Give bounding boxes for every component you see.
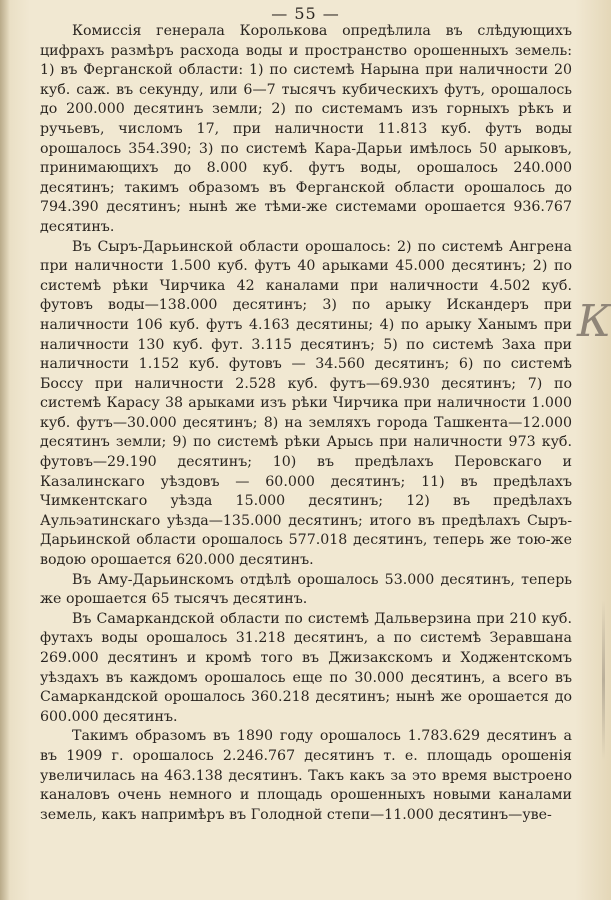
paragraph-syr-darya: Въ Сыръ-Дарьинской области орошалось: 2) по системѣ Ангрена при наличности 1.500 куб. футъ 40 арыками 45.000 десятинъ; 2) по системѣ рѣки Чирчика 42 каналами при наличности 4.502 куб. футовъ воды—138.000 десятинъ; 3) по арыку Искандеръ при наличности 106 куб. футъ 4.163 десятины; 4) по арыку Ханымъ при наличности 130 куб. фут. 3.115 десятинъ; 5) по системѣ Заха при наличности 1.152 куб. футовъ — 34.560 десятинъ; 6) по системѣ Боссу при наличности 2.528 куб. футъ—69.930 десятинъ; 7) по системѣ Карасу 38 арыками изъ рѣки Чирчика при наличности 1.000 куб. футъ—30.000 десятинъ; 8) на земляхъ города Ташкента—12.000 десятинъ земли; 9) по системѣ рѣки Арысь при наличности 973 куб. футовъ—29.190 десятинъ; 10) въ предѣлахъ Перовскаго и Казалинскаго уѣздовъ — 60.000 десятинъ; 11) въ предѣлахъ Чимкентскаго уѣзда 15.000 десятинъ; 12) въ предѣлахъ Аульэатинскаго уѣзда—135.000 десятинъ; итого въ предѣлахъ Сыръ-Дарьинской области орошалось 577.018 десятинъ, теперь же тою-же водою орошается 620.000 десятинъ. xyxy=(40,238,572,569)
paragraph-samarkand: Въ Самаркандской области по системѣ Дальверзина при 210 куб. футахъ воды орошалось 31.218 десятинъ, а по системѣ Зеравшана 269.000 десятинъ и кромѣ того въ Джизакскомъ и Ходжентскомъ уѣздахъ въ каждомъ орошалось еще по 30.000 десятинъ, а всего въ Самаркандской орошалось 360.218 десятинъ; нынѣ же орошается до 600.000 десятинъ. xyxy=(40,610,572,725)
paragraph-summary: Такимъ образомъ въ 1890 году орошалось 1.783.629 десятинъ а въ 1909 г. орошалось 2.246.767 десятинъ т. е. площадь орошенія увеличилась на 463.138 десятинъ. Такъ какъ за это время выстроено каналовъ очень немного и площадь орошенныхъ новыми каналами земель, какъ напримѣръ въ Голодной степи—11.000 десятинъ—уве- xyxy=(40,728,572,823)
paragraph-amu-darya: Въ Аму-Дарьинскомъ отдѣлѣ орошалось 53.000 десятинъ, теперь же орошается 65 тысячъ десятинъ. xyxy=(40,571,572,608)
binding-shadow xyxy=(0,0,10,900)
page-number: — 55 — xyxy=(271,4,340,23)
page-body xyxy=(40,22,572,825)
handwritten-margin-note: К xyxy=(577,296,611,347)
margin-pencil-stroke xyxy=(602,600,605,760)
paragraph-fergana: Комиссія генерала Королькова опредѣлила въ слѣдующихъ цифрахъ размѣръ расхода воды и пространство орошенныхъ земель: 1) въ Ферганской области: 1) по системѣ Нарына при наличности 20 куб. саж. въ секунду, или 6—7 тысячъ кубическихъ футъ, орошалось до 200.000 десятинъ земли; 2) по системамъ изъ горныхъ рѣкъ и ручьевъ, числомъ 17, при наличности 11.813 куб. футъ воды орошалось 354.390; 3) по системѣ Кара-Дарьи имѣлось 50 арыковъ, принимающихъ до 8.000 куб. футъ воды, орошалось 240.000 десятинъ; такимъ образомъ въ Ферганской области орошалось до 794.390 десятинъ; нынѣ же тѣми-же системами орошается 936.767 десятинъ. xyxy=(40,23,572,235)
